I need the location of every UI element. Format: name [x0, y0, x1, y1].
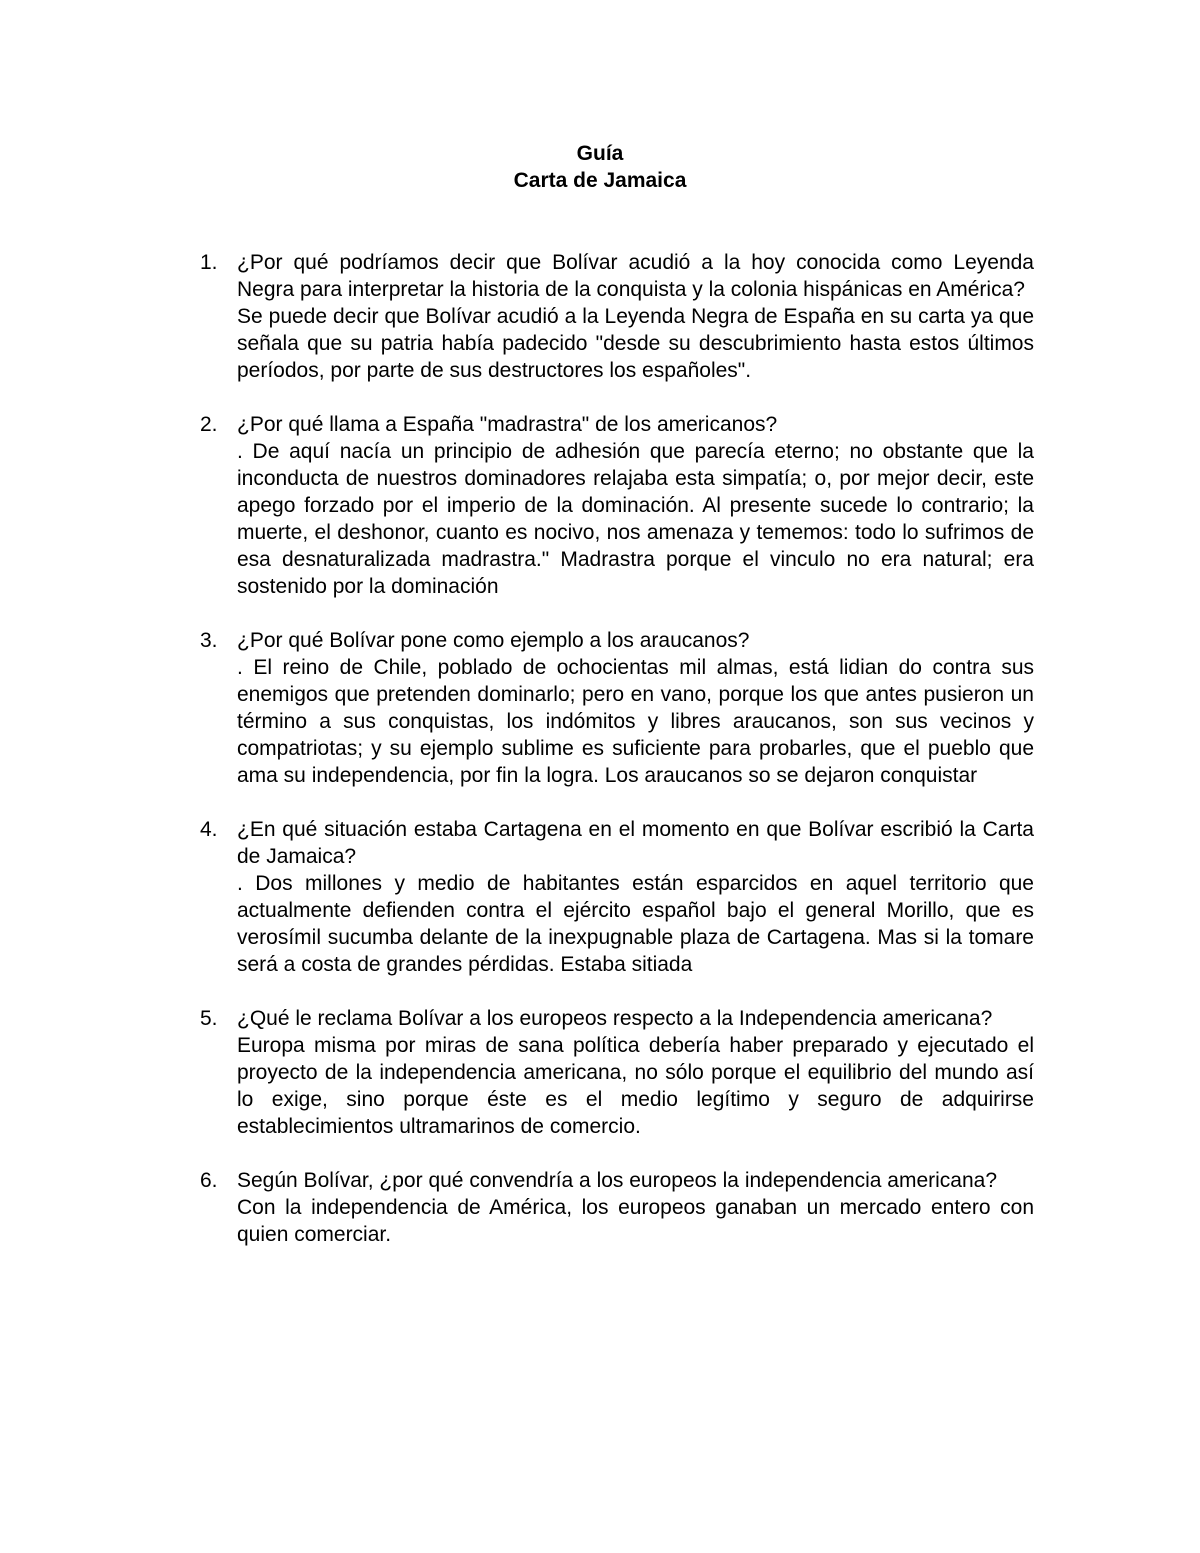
answer-text: Con la independencia de América, los europeos ganaban un mercado entero con quien comerciar.	[237, 1196, 1034, 1246]
answer-text: . El reino de Chile, poblado de ochocientas mil almas, está lidian do contra sus enemigos que pretenden dominarlo; pero en vano, porque los que antes pusieron un término a sus conquistas, los indómitos y libres araucanos, son sus vecinos y compatriotas; y su ejemplo sublime es suficiente para probarles, que el pueblo que ama su independencia, por fin la logra. Los araucanos so se dejaron conquistar	[237, 656, 1034, 787]
question-item-3	[196, 627, 1034, 789]
question-text: ¿Por qué llama a España "madrastra" de los americanos?	[237, 413, 778, 436]
item-number: 6.	[200, 1169, 218, 1192]
item-number: 5.	[200, 1007, 218, 1030]
item-number: 4.	[200, 818, 218, 841]
item-number: 2.	[200, 413, 218, 436]
question-text: ¿Qué le reclama Bolívar a los europeos respecto a la Independencia americana?	[237, 1007, 993, 1030]
answer-text: Europa misma por miras de sana política debería haber preparado y ejecutado el proyecto de la independencia americana, no sólo porque el equilibrio del mundo así lo exige, sino porque éste es el medio legítimo y seguro de adquirirse establecimientos ultramarinos de comercio.	[237, 1034, 1034, 1138]
answer-text: . Dos millones y medio de habitantes están esparcidos en aquel territorio que actualmente defienden contra el ejército español bajo el general Morillo, que es verosímil sucumba delante de la inexpugnable plaza de Cartagena. Mas si la tomare será a costa de grandes pérdidas. Estaba sitiada	[237, 872, 1034, 976]
answer-text: . De aquí nacía un principio de adhesión que parecía eterno; no obstante que la inconducta de nuestros dominadores relajaba esta simpatía; o, por mejor decir, este apego forzado por el imperio de la dominación. Al presente sucede lo contrario; la muerte, el deshonor, cuanto es nocivo, nos amenaza y tememos: todo lo sufrimos de esa desnaturalizada madrastra." Madrastra porque el vinculo no era natural; era sostenido por la dominación	[237, 440, 1034, 598]
title-block	[0, 140, 1200, 194]
page-title: Guía	[576, 142, 624, 165]
item-number: 1.	[200, 251, 218, 274]
item-number: 3.	[200, 629, 218, 652]
question-text: ¿En qué situación estaba Cartagena en el momento en que Bolívar escribió la Carta de Jamaica?	[237, 818, 1034, 868]
question-item-1	[196, 249, 1034, 384]
question-text: ¿Por qué podríamos decir que Bolívar acudió a la hoy conocida como Leyenda Negra para interpretar la historia de la conquista y la colonia hispánicas en América?	[237, 251, 1034, 301]
question-text: ¿Por qué Bolívar pone como ejemplo a los araucanos?	[237, 629, 750, 652]
question-item-2	[196, 411, 1034, 600]
question-item-4	[196, 816, 1034, 978]
question-item-6	[196, 1167, 1034, 1248]
question-list	[196, 249, 1034, 1275]
answer-text: Se puede decir que Bolívar acudió a la Leyenda Negra de España en su carta ya que señala que su patria había padecido "desde su descubrimiento hasta estos últimos períodos, por parte de sus destructores los españoles".	[237, 305, 1034, 382]
page-subtitle: Carta de Jamaica	[513, 169, 687, 192]
question-text: Según Bolívar, ¿por qué convendría a los europeos la independencia americana?	[237, 1169, 998, 1192]
question-item-5	[196, 1005, 1034, 1140]
